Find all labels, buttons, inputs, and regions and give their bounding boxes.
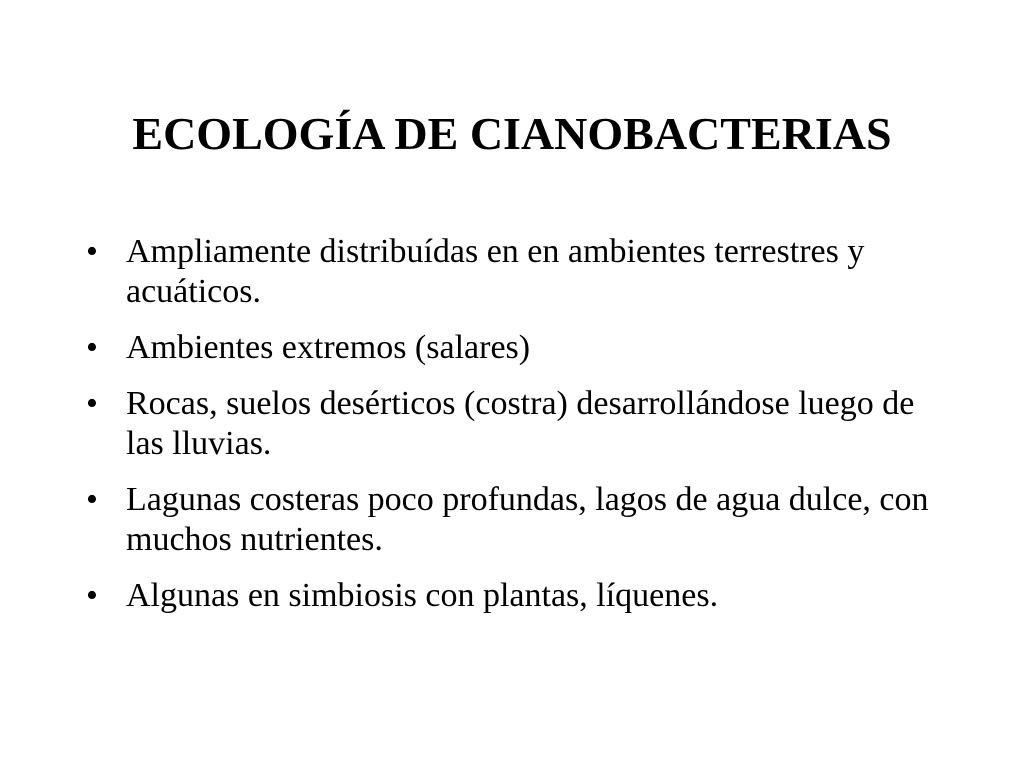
bullet-dot-icon: • [86, 233, 98, 270]
bullet-item [86, 232, 946, 312]
slide-title: ECOLOGÍA DE CIANOBACTERIAS [132, 108, 892, 159]
bullet-list [86, 232, 946, 632]
bullet-text: Ampliamente distribuídas en en ambientes terrestres y acuáticos. [126, 233, 865, 310]
bullet-item [86, 576, 946, 616]
bullet-dot-icon: • [86, 577, 98, 614]
bullet-dot-icon: • [86, 481, 98, 518]
bullet-item [86, 328, 946, 368]
bullet-text: Lagunas costeras poco profundas, lagos de agua dulce, con muchos nutrientes. [126, 481, 929, 558]
bullet-dot-icon: • [86, 385, 98, 422]
bullet-dot-icon: • [86, 329, 98, 366]
bullet-text: Rocas, suelos desérticos (costra) desarrollándose luego de las lluvias. [126, 385, 915, 462]
bullet-text: Ambientes extremos (salares) [126, 329, 531, 366]
bullet-item [86, 480, 946, 560]
bullet-item [86, 384, 946, 464]
bullet-text: Algunas en simbiosis con plantas, líquenes. [126, 577, 719, 614]
